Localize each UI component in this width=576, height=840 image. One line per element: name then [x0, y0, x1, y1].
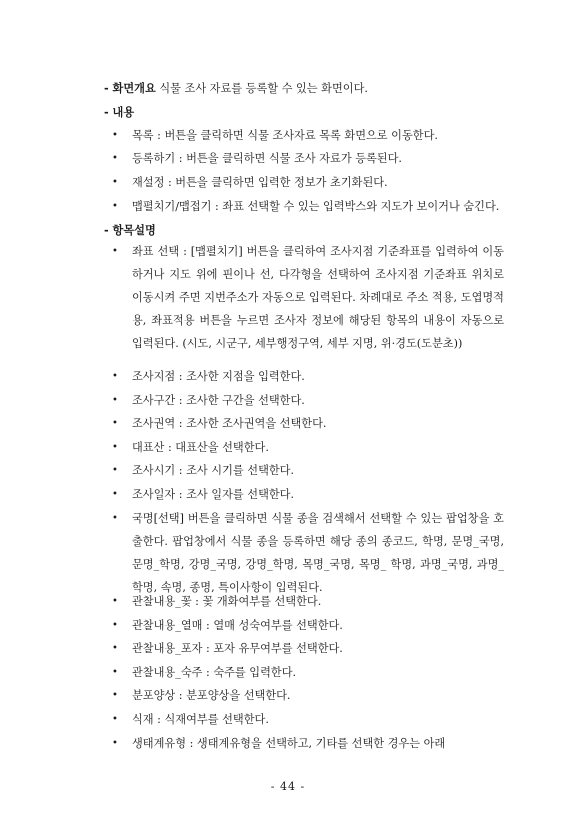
- bullet-icon: •: [112, 489, 118, 500]
- bullet-icon: •: [112, 513, 118, 524]
- bullet-icon: •: [112, 465, 118, 476]
- field-item-site: 조사지점 : 조사한 지점을 입력한다.: [132, 370, 305, 383]
- content-item-list: 목록 : 버튼을 클릭하면 식물 조사자료 목록 화면으로 이동한다.: [132, 129, 438, 142]
- bullet-icon: •: [112, 643, 118, 654]
- content-item-register: 등록하기 : 버튼을 클릭하면 식물 조사 자료가 등록된다.: [132, 152, 402, 165]
- bullet-icon: •: [112, 246, 118, 257]
- field-item-spore: 관찰내용_포자 : 포자 유무여부를 선택한다.: [132, 642, 343, 655]
- page-number: - 44 -: [270, 780, 306, 793]
- bullet-icon: •: [112, 130, 118, 141]
- bullet-icon: •: [112, 738, 118, 749]
- bullet-icon: •: [112, 690, 118, 701]
- field-item-coordinate: 좌표 선택 : [맵펼치기] 버튼을 클릭하여 조사지점 기준좌표를 입력하여 이동하거나 지도 위에 핀이나 선, 다각형을 선택하여 조사지점 기준좌표 위치로 이동시켜 주면 지번주소가 자동으로 입력된다. 차례대로 주소 적용, 도엽명적용, 좌표적용 버튼을 누르면 조사자 정보에 해당된 항목의 내용이 자동으로 입력된다. (시도, 시군구, 세부행정구역, 세부 지명, 위·경도(도분초)): [132, 245, 504, 350]
- bullet-icon: •: [112, 714, 118, 725]
- field-item-fruit: 관찰내용_열매 : 열매 성숙여부를 선택한다.: [132, 619, 343, 632]
- content-heading: - 내용: [104, 106, 135, 119]
- field-item-season: 조사시기 : 조사 시기를 선택한다.: [132, 464, 295, 477]
- field-item-region: 조사권역 : 조사한 조사권역을 선택한다.: [132, 417, 327, 430]
- field-item-mountain: 대표산 : 대표산을 선택한다.: [132, 441, 269, 454]
- field-item-date: 조사일자 : 조사 일자를 선택한다.: [132, 488, 295, 501]
- field-item-host: 관찰내용_숙주 : 숙주를 입력한다.: [132, 666, 297, 679]
- field-item-section: 조사구간 : 조사한 구간을 선택한다.: [132, 394, 305, 407]
- fields-heading: - 항목설명: [104, 224, 156, 237]
- bullet-icon: •: [112, 418, 118, 429]
- field-item-flower: 관찰내용_꽃 : 꽃 개화여부를 선택한다.: [132, 595, 322, 608]
- field-item-ecosystem: 생태계유형 : 생태계유형을 선택하고, 기타를 선택한 경우는 아래: [132, 737, 446, 750]
- content-heading-text: 내용: [112, 106, 135, 119]
- field-item-distribution: 분포양상 : 분포양상을 선택한다.: [132, 689, 291, 702]
- field-item-planting: 식재 : 식재여부를 선택한다.: [132, 713, 269, 726]
- field-item-species: 국명[선택] 버튼을 클릭하면 식물 종을 검색해서 선택할 수 있는 팝업창을 호출한다. 팝업창에서 식물 종을 등록하면 해당 종의 종코드, 학명, 문명_국명, 문명_학명, 강명_국명, 강명_학명, 목명_국명, 목명_ 학명, 과명_국명, 과명_학명, 속명, 종명, 특이사항이 입력된다.: [132, 512, 504, 594]
- bullet-icon: •: [112, 596, 118, 607]
- overview-heading: - 화면개요 식물 조사 자료를 등록할 수 있는 화면이다.: [104, 82, 368, 95]
- bullet-icon: •: [112, 177, 118, 188]
- bullet-icon: •: [112, 442, 118, 453]
- bullet-icon: •: [112, 395, 118, 406]
- content-item-reset: 재설정 : 버튼을 클릭하면 입력한 정보가 초기화된다.: [132, 176, 388, 189]
- bullet-icon: •: [112, 371, 118, 382]
- overview-label: 화면개요: [112, 82, 156, 95]
- bullet-icon: •: [112, 153, 118, 164]
- bullet-icon: •: [112, 620, 118, 631]
- bullet-icon: •: [112, 667, 118, 678]
- bullet-icon: •: [112, 201, 118, 212]
- content-item-map-toggle: 맵펼치기/맵접기 : 좌표 선택할 수 있는 입력박스와 지도가 보이거나 숨긴다.: [132, 200, 500, 213]
- overview-text: 식물 조사 자료를 등록할 수 있는 화면이다.: [159, 82, 368, 95]
- fields-heading-text: 항목설명: [112, 224, 156, 237]
